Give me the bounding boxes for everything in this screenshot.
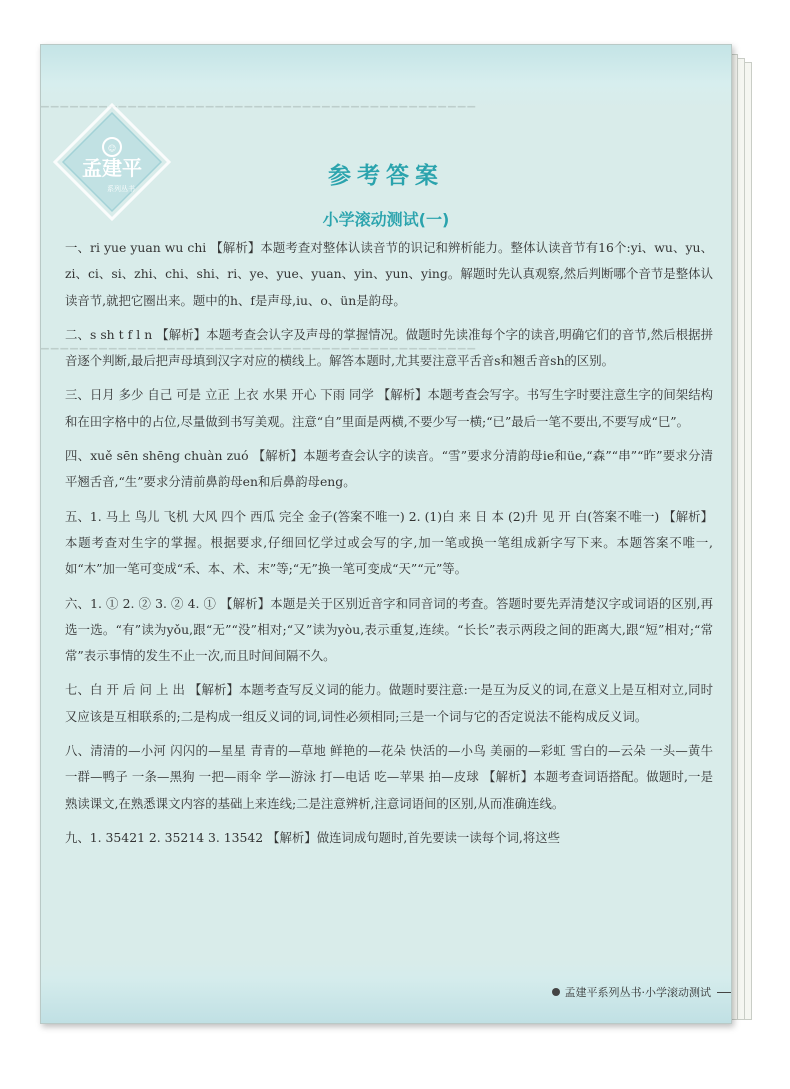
- footer-rule: [717, 992, 731, 993]
- section-subtitle: 小学滚动测试(一): [322, 210, 450, 229]
- answer-paragraph-6: 六、1. ① 2. ② 3. ② 4. ① 【解析】本题是关于区别近音字和同音词的考查。答题时要先弄清楚汉字或词语的区别,再选一选。“有”读为yǒu,跟“无”“没”相对;“又”读为yòu,表示重复,连续。“长长”表示两段之间的距离大,跟“短”相对;“常常”表示事情的发生不止一次,而且时间间隔不久。: [65, 595, 713, 664]
- answer-paragraph-5: 五、1. 马上 鸟儿 飞机 大风 四个 西瓜 完全 金子(答案不唯一) 2. (1)白 来 日 本 (2)升 见 开 白(答案不唯一) 【解析】本题考查对生字的掌握。根据要求,仔细回忆学过或会写的字,加一笔或换一笔组成新字写下来。本题答案不唯一,如“木”加一笔可变成“禾、本、术、末”等;“无”换一笔可变成“天”“元”等。: [65, 508, 713, 577]
- answer-paragraph-3: 三、日月 多少 自己 可是 立正 上衣 水果 开心 下雨 同学 【解析】本题考查会写字。书写生字时要注意生字的间架结构和在田字格中的占位,尽量做到书写美观。注意“自”里面是两横,不要少写一横;“已”最后一笔不要出,不要写成“巳”。: [65, 387, 713, 429]
- footer-text: 孟建平系列丛书·小学滚动测试: [564, 986, 711, 999]
- svg-text:☺: ☺: [107, 144, 117, 153]
- show-through-text: ▁▁▁▁▁▁▁▁▁▁▁▁▁▁▁▁▁▁▁▁▁▁▁▁▁▁▁▁▁▁▁▁▁▁▁▁▁▁▁▁▁▁▁▁▁: [41, 97, 478, 108]
- bullet-icon: [552, 988, 560, 996]
- book-page: [40, 44, 732, 1024]
- answer-paragraph-8: 八、清清的—小河 闪闪的—星星 青青的—草地 鲜艳的—花朵 快活的—小鸟 美丽的—彩虹 雪白的—云朵 一头—黄牛 一群—鸭子 一条—黑狗 一把—雨伞 学—游泳 打—电话 吃—苹果 拍—皮球 【解析】本题考查词语搭配。做题时,一是熟读课文,在熟悉课文内容的基础上来连线;二是注意辨析,注意词语间的区别,从而准确连线。: [65, 743, 713, 811]
- answer-paragraph-9: 九、1. 35421 2. 35214 3. 13542 【解析】做连词成句题时,首先要读一读每个词,将这些: [65, 829, 560, 845]
- logo-title: 孟建平: [82, 156, 142, 180]
- answer-body: [65, 235, 713, 859]
- page-title: 参考答案: [328, 163, 444, 189]
- logo-subtitle: 系列丛书: [107, 185, 135, 193]
- answer-paragraph-2: 二、s sh t f l n 【解析】本题考查会认字及声母的掌握情况。做题时先读准每个字的读音,明确它们的音节,然后根据拼音逐个判断,最后把声母填到汉字对应的横线上。解答本题时,尤其要注意平舌音s和翘舌音sh的区别。: [65, 326, 713, 369]
- answer-paragraph-4: 四、xuě sēn shēng chuàn zuó 【解析】本题考查会认字的读音。“雪”要求分清韵母ie和üe,“森”“串”“昨”要求分清平翘舌音,“生”要求分清前鼻韵母en和后鼻韵母eng。: [65, 448, 713, 490]
- page-footer: [552, 980, 732, 1004]
- answer-paragraph-7: 七、白 开 后 问 上 出 【解析】本题考查写反义词的能力。做题时要注意:一是互为反义的词,在意义上是互相对立,同时又应该是互相联系的;二是构成一组反义词的词,词性必须相同;三是一个词与它的否定说法不能构成反义词。: [65, 682, 713, 724]
- show-through-text: ▁▁▁▁▁▁▁▁▁▁▁▁▁▁▁▁▁▁▁▁▁▁▁▁▁▁▁▁▁▁▁▁▁▁▁▁▁▁▁▁▁▁▁▁▁: [41, 339, 478, 350]
- answer-paragraph-1: 一、ri yue yuan wu chi 【解析】本题考查对整体认读音节的识记和辨析能力。整体认读音节有16个:yi、wu、yu、zi、ci、si、zhi、chi、shi、ri、ye、yue、yuan、yin、yun、ying。解题时先认真观察,然后判断哪个音节是整体认读音节,就把它圈出来。题中的h、f是声母,iu、o、ün是韵母。: [65, 240, 713, 308]
